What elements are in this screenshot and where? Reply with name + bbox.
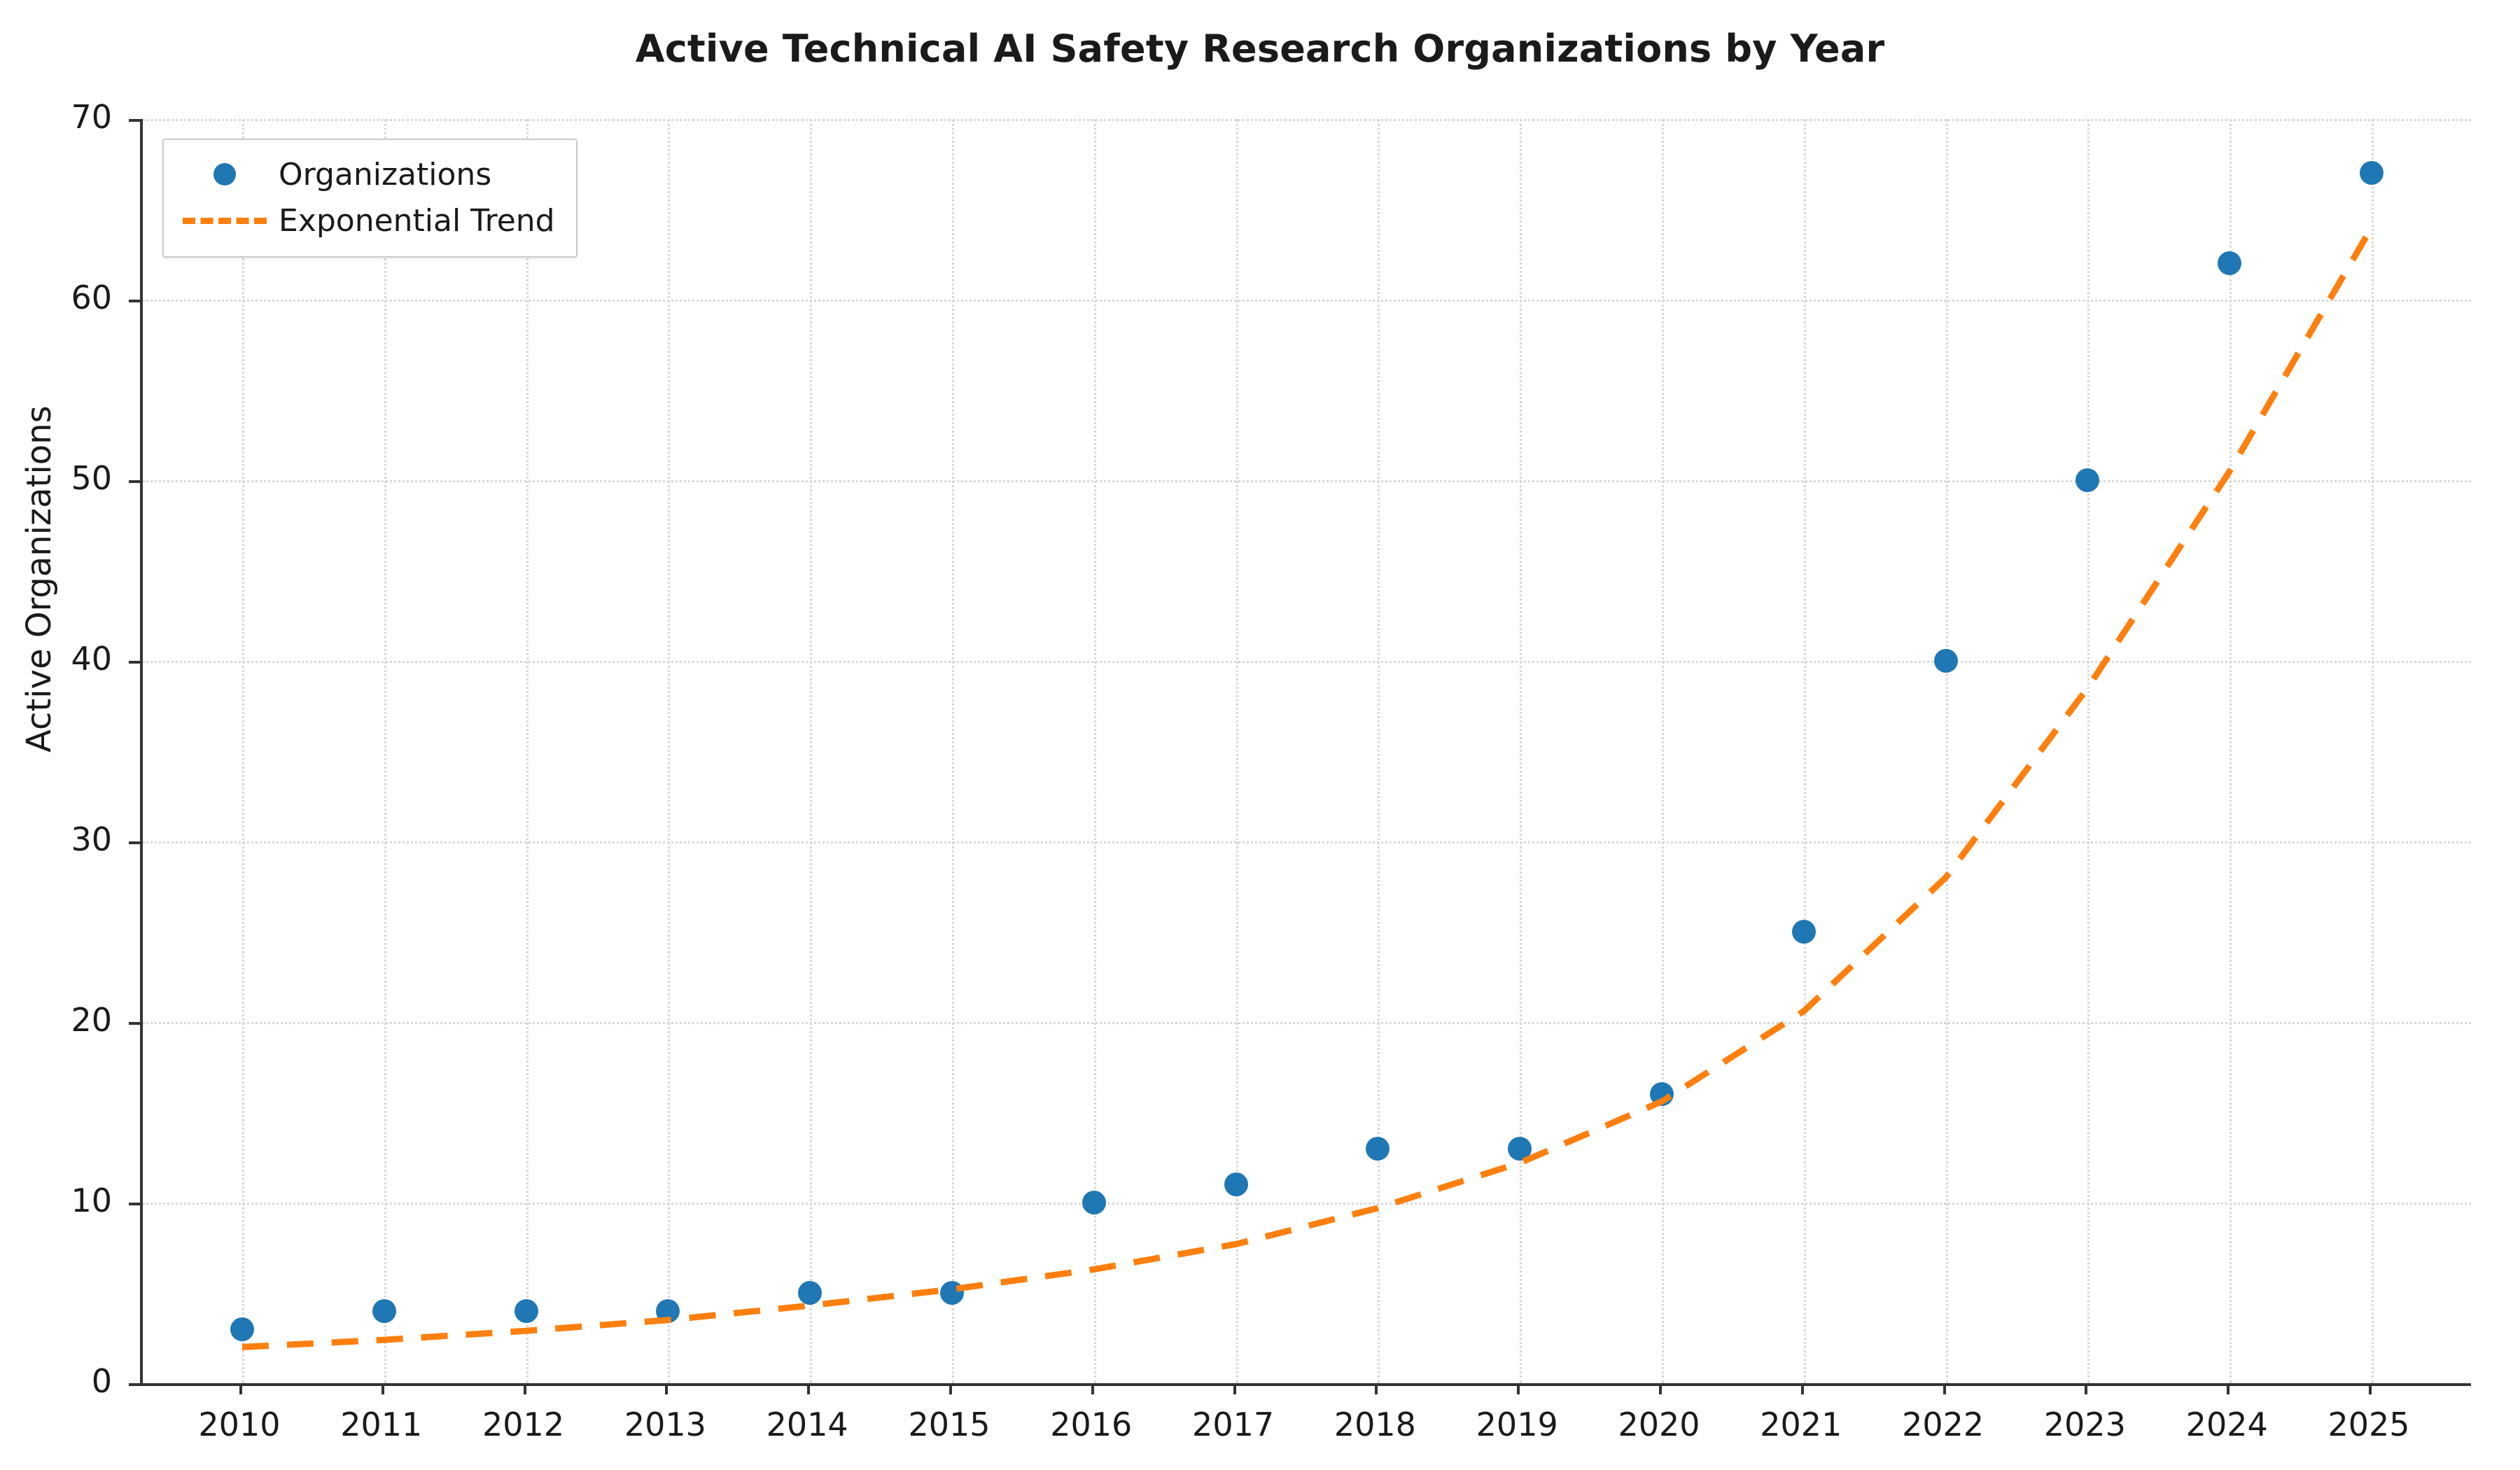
x-tick-mark xyxy=(239,1383,242,1394)
data-point xyxy=(940,1281,964,1305)
y-tick-label: 30 xyxy=(71,820,112,858)
legend-item-exponential-trend xyxy=(179,197,555,244)
y-tick-mark xyxy=(129,661,140,664)
data-point xyxy=(514,1299,538,1323)
y-tick-label: 0 xyxy=(91,1362,112,1400)
x-tick-mark xyxy=(665,1383,668,1394)
x-tick-label: 2010 xyxy=(198,1406,281,1443)
y-tick-mark xyxy=(129,119,140,122)
data-point xyxy=(798,1281,822,1305)
x-tick-label: 2023 xyxy=(2043,1406,2126,1443)
x-tick-label: 2014 xyxy=(766,1406,848,1443)
gridline-horizontal xyxy=(143,300,2471,302)
data-point xyxy=(1650,1082,1674,1106)
chart-legend xyxy=(162,139,578,258)
x-tick-label: 2025 xyxy=(2328,1406,2410,1443)
x-tick-label: 2019 xyxy=(1476,1406,1558,1443)
y-tick-label: 40 xyxy=(71,640,112,678)
data-point xyxy=(1934,649,1958,673)
data-point xyxy=(372,1299,396,1323)
data-point xyxy=(1082,1191,1106,1214)
data-point xyxy=(1792,920,1816,944)
y-tick-mark xyxy=(129,841,140,844)
y-tick-mark xyxy=(129,1383,140,1386)
data-point xyxy=(1366,1137,1390,1161)
y-axis-label: Active Organizations xyxy=(20,405,59,752)
legend-label-exponential-trend: Exponential Trend xyxy=(279,202,555,239)
data-point xyxy=(2076,468,2099,492)
x-tick-mark xyxy=(949,1383,952,1394)
data-point xyxy=(230,1317,254,1341)
x-tick-mark xyxy=(1801,1383,1804,1394)
gridline-vertical xyxy=(1378,119,1380,1383)
gridline-vertical xyxy=(384,119,386,1383)
data-point xyxy=(656,1299,680,1323)
data-point xyxy=(1224,1172,1248,1196)
y-tick-mark xyxy=(129,480,140,483)
data-point xyxy=(1508,1137,1532,1161)
x-tick-mark xyxy=(382,1383,384,1394)
x-tick-label: 2011 xyxy=(340,1406,423,1443)
chart-title: Active Technical AI Safety Research Organizations by Year xyxy=(635,27,1885,71)
gridline-vertical xyxy=(1804,119,1806,1383)
x-tick-label: 2021 xyxy=(1760,1406,1842,1443)
x-tick-mark xyxy=(1233,1383,1236,1394)
plot-area xyxy=(140,119,2471,1386)
x-tick-label: 2012 xyxy=(482,1406,565,1443)
gridline-horizontal xyxy=(143,1022,2471,1024)
x-tick-mark xyxy=(1659,1383,1662,1394)
gridline-horizontal xyxy=(143,1203,2471,1205)
gridline-horizontal xyxy=(143,480,2471,482)
gridline-vertical xyxy=(2230,119,2232,1383)
data-point xyxy=(2360,161,2384,185)
gridline-vertical xyxy=(242,119,244,1383)
y-tick-label: 70 xyxy=(71,98,112,136)
gridline-horizontal xyxy=(143,841,2471,844)
x-tick-label: 2013 xyxy=(624,1406,706,1443)
y-tick-label: 10 xyxy=(71,1182,112,1219)
gridline-vertical xyxy=(668,119,670,1383)
legend-label-organizations: Organizations xyxy=(279,156,492,192)
x-tick-label: 2022 xyxy=(1902,1406,1984,1443)
x-tick-mark xyxy=(1091,1383,1094,1394)
x-tick-label: 2016 xyxy=(1050,1406,1133,1443)
x-tick-label: 2024 xyxy=(2185,1406,2268,1443)
x-tick-mark xyxy=(2369,1383,2372,1394)
gridline-vertical xyxy=(1520,119,1522,1383)
x-tick-label: 2015 xyxy=(908,1406,990,1443)
gridline-horizontal xyxy=(143,119,2471,121)
x-tick-mark xyxy=(2227,1383,2230,1394)
gridline-vertical xyxy=(952,119,954,1383)
gridline-vertical xyxy=(810,119,812,1383)
data-point xyxy=(2218,251,2241,275)
gridline-vertical xyxy=(1662,119,1664,1383)
y-tick-label: 60 xyxy=(71,279,112,316)
y-tick-mark xyxy=(129,1022,140,1025)
x-tick-label: 2017 xyxy=(1192,1406,1275,1443)
gridline-vertical xyxy=(2087,119,2090,1383)
x-tick-mark xyxy=(1517,1383,1520,1394)
gridline-vertical xyxy=(526,119,528,1383)
gridline-vertical xyxy=(2372,119,2374,1383)
legend-item-organizations xyxy=(179,151,555,197)
x-tick-mark xyxy=(1943,1383,1946,1394)
y-tick-mark xyxy=(129,1203,140,1205)
y-tick-mark xyxy=(129,300,140,302)
x-tick-mark xyxy=(2085,1383,2087,1394)
x-tick-mark xyxy=(1375,1383,1378,1394)
x-tick-mark xyxy=(524,1383,526,1394)
y-tick-label: 20 xyxy=(71,1001,112,1039)
x-tick-label: 2020 xyxy=(1618,1406,1700,1443)
legend-marker-circle-icon xyxy=(179,163,270,186)
gridline-vertical xyxy=(1946,119,1948,1383)
x-tick-mark xyxy=(807,1383,810,1394)
legend-dashed-line-icon xyxy=(179,218,270,224)
plot-inner xyxy=(143,119,2471,1383)
gridline-horizontal xyxy=(143,661,2471,663)
x-tick-label: 2018 xyxy=(1334,1406,1416,1443)
y-tick-label: 50 xyxy=(71,459,112,497)
